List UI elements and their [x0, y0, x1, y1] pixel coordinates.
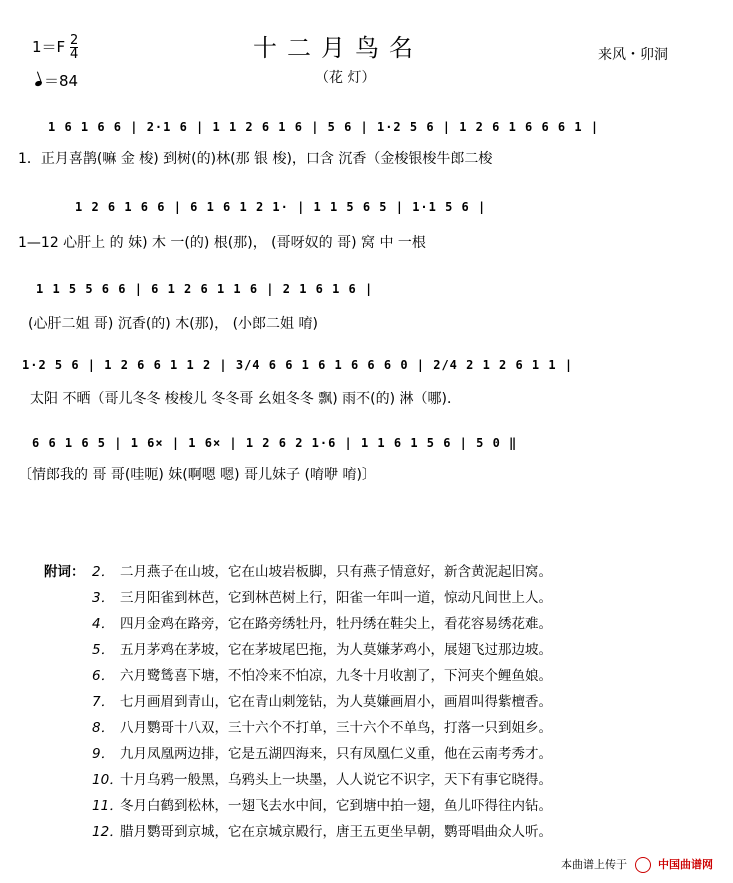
lyric-row-1: 1．正月喜鹊(嘛 金 梭) 到树(的)林(那 银 梭)，口含 沉香（金梭银梭牛郎二梭 — [18, 151, 493, 167]
notation-row-3: 1 1 5 5 6 6 | 6 1 2 6 1 1 6 | 2 1 6 1 6 | — [36, 282, 374, 296]
lyric-row-3: (心肝二姐 哥) 沉香(的) 木(那)， (小郎二姐 唷) — [28, 316, 318, 332]
notation-row-5: 6 6 1 6 5 | 1 6× | 1 6× | 1 2 6 2 1·6 | 1 1 6 1 5 6 | 5 0 ‖ — [32, 436, 518, 450]
notation-row-4: 1·2 5 6 | 1 2 6 6 1 1 2 | 3/4 6 6 1 6 1 6 6 6 0 | 2/4 2 1 2 6 1 1 | — [22, 358, 574, 372]
notation-row-1: 1 6 1 6 6 | 2·1 6 | 1 1 2 6 1 6 | 5 6 | 1·2 5 6 | 1 2 6 1 6 6 6 1 | — [48, 120, 600, 134]
lyric-row-5: 〔情郎我的 哥 哥(哇呃) 妹(啊嗯 嗯) 哥儿妹子 (唷咿 唷)〕 — [18, 467, 376, 483]
footer — [561, 856, 713, 873]
verses-prefix: 附词： — [44, 564, 85, 580]
footer-text: 本曲谱上传于 — [561, 858, 627, 871]
genre-label: （花 灯） — [315, 70, 376, 86]
lyric-row-2: 1—12 心肝上 的 妹) 木 一(的) 根(那)， (哥呀奴的 哥) 窝 中 一根 — [18, 235, 426, 251]
verse-line: 4． 四月金鸡在路旁，它在路旁绣牡丹，牡丹绣在鞋尖上，看花容易绣花难。 — [92, 616, 552, 632]
key-signature — [32, 34, 78, 61]
time-signature: $\frac{2}{4}$ — [69, 33, 79, 62]
verse-line: 12．腊月鹦哥到京城，它在京城京殿行，唐王五更坐早朝，鹦哥唱曲众人听。 — [92, 824, 552, 840]
lyric-row-4: 太阳 不晒（哥儿冬冬 梭梭儿 冬冬哥 幺姐冬冬 飘) 雨不(的) 淋（哪)． — [30, 391, 461, 407]
verse-line: 8． 八月鹦哥十八双，三十六个不打单，三十六个不单鸟，打落一只到姐乡。 — [92, 720, 552, 736]
notation-row-2: 1 2 6 1 6 6 | 6 1 6 1 2 1· | 1 1 5 6 5 | 1·1 5 6 | — [75, 200, 487, 214]
site-logo-icon — [635, 857, 651, 873]
verse-line: 6． 六月鹭鸶喜下塘，不怕冷来不怕凉，九冬十月收割了，下河夹个鲤鱼娘。 — [92, 668, 552, 684]
verse-line: 5． 五月茅鸡在茅坡，它在茅坡尾巴拖，为人莫嫌茅鸡小，展翅飞过那边坡。 — [92, 642, 552, 658]
footer-site[interactable]: 中国曲谱网 — [658, 858, 713, 871]
tempo: ＝84 — [35, 70, 78, 91]
quarter-note-icon — [34, 80, 42, 87]
verse-line: 11．冬月白鹤到松林，一翅飞去水中间，它到塘中拍一翅，鱼儿吓得往内钻。 — [92, 798, 552, 814]
song-title: 十二月鸟名 — [253, 34, 423, 62]
verse-line: 2． 二月燕子在山坡，它在山坡岩板脚，只有燕子情意好，新含黄泥起旧窝。 — [92, 564, 552, 580]
verse-line: 7． 七月画眉到青山，它在青山刺笼钻，为人莫嫌画眉小，画眉叫得紫檀香。 — [92, 694, 552, 710]
verse-line: 10．十月乌鸦一般黑，乌鸦头上一块墨，人人说它不识字，天下有事它晓得。 — [92, 772, 552, 788]
verse-line: 3． 三月阳雀到林芭，它到林芭树上行，阳雀一年叫一道，惊动凡间世上人。 — [92, 590, 552, 606]
source-label: 来风・卯洞 — [598, 47, 668, 63]
key-label: 1＝F — [32, 38, 66, 56]
verse-line: 9． 九月凤凰两边排，它是五湖四海来，只有凤凰仁义重，他在云南考秀才。 — [92, 746, 552, 762]
